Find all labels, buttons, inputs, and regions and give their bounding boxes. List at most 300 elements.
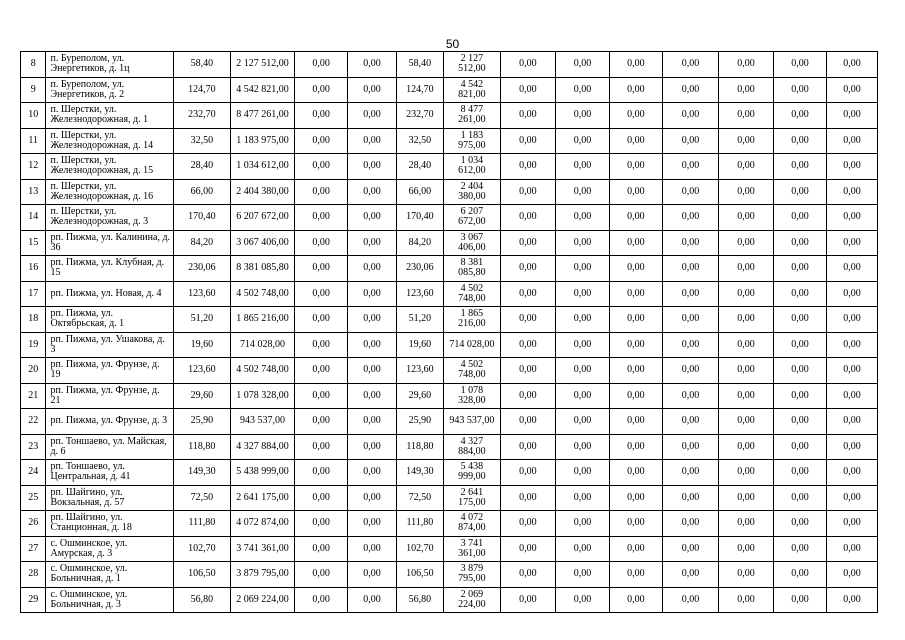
- cell-value: 0,00: [500, 230, 555, 256]
- cell-address: с. Ошминское, ул. Амурская, д. 3: [46, 536, 173, 562]
- cell-value: 0,00: [295, 587, 348, 613]
- cell-value: 0,00: [609, 281, 662, 307]
- cell-value: 0,00: [609, 154, 662, 180]
- cell-row-number: 25: [21, 485, 46, 511]
- cell-value: 0,00: [555, 332, 609, 358]
- cell-value: 0,00: [662, 205, 718, 231]
- cell-value: 0,00: [718, 307, 773, 333]
- cell-cost: 2 127 512,00: [230, 52, 294, 78]
- cell-cost: 1 865 216,00: [230, 307, 294, 333]
- cell-cost: 2 641 175,00: [230, 485, 294, 511]
- cell-area: 58,40: [173, 52, 230, 78]
- cell-value: 0,00: [773, 562, 826, 588]
- cell-value: 0,00: [826, 154, 877, 180]
- cell-value: 0,00: [609, 562, 662, 588]
- cell-value: 0,00: [718, 77, 773, 103]
- cell-value: 0,00: [826, 230, 877, 256]
- cell-value: 0,00: [500, 562, 555, 588]
- cell-value: 0,00: [500, 485, 555, 511]
- cell-area-repeat: 25,90: [396, 409, 443, 435]
- cell-address: рп. Пижма, ул. Новая, д. 4: [46, 281, 173, 307]
- cell-address: рп. Пижма, ул. Ушакова, д. 3: [46, 332, 173, 358]
- cell-area: 123,60: [173, 358, 230, 384]
- cell-value: 0,00: [773, 230, 826, 256]
- cell-value: 0,00: [718, 383, 773, 409]
- cell-value: 0,00: [662, 230, 718, 256]
- cell-address: рп. Пижма, ул. Фрунзе, д. 21: [46, 383, 173, 409]
- cell-value: 0,00: [826, 205, 877, 231]
- cell-row-number: 13: [21, 179, 46, 205]
- table-row: [21, 587, 878, 613]
- cell-value: 0,00: [500, 460, 555, 486]
- cell-address: с. Ошминское, ул. Больничная, д. 3: [46, 587, 173, 613]
- cell-value: 0,00: [826, 256, 877, 282]
- cell-area: 102,70: [173, 536, 230, 562]
- cell-address: рп. Пижма, ул. Калинина, д. 36: [46, 230, 173, 256]
- cell-value: 0,00: [348, 154, 397, 180]
- cell-value: 0,00: [500, 511, 555, 537]
- cell-value: 0,00: [348, 485, 397, 511]
- cell-address: рп. Пижма, ул. Октябрьская, д. 1: [46, 307, 173, 333]
- cell-cost: 714 028,00: [230, 332, 294, 358]
- cell-value: 0,00: [555, 434, 609, 460]
- cell-area: 28,40: [173, 154, 230, 180]
- cell-row-number: 26: [21, 511, 46, 537]
- cell-value: 0,00: [718, 332, 773, 358]
- cell-value: 0,00: [555, 179, 609, 205]
- cell-row-number: 19: [21, 332, 46, 358]
- table-row: [21, 205, 878, 231]
- cell-area: 25,90: [173, 409, 230, 435]
- cell-row-number: 29: [21, 587, 46, 613]
- cell-value: 0,00: [662, 587, 718, 613]
- cell-cost-repeat: 2 404 380,00: [443, 179, 500, 205]
- cell-value: 0,00: [609, 128, 662, 154]
- cell-value: 0,00: [295, 281, 348, 307]
- cell-value: 0,00: [826, 332, 877, 358]
- cell-value: 0,00: [348, 281, 397, 307]
- cell-value: 0,00: [500, 307, 555, 333]
- cell-value: 0,00: [773, 256, 826, 282]
- cell-value: 0,00: [773, 485, 826, 511]
- cell-value: 0,00: [555, 587, 609, 613]
- cell-value: 0,00: [773, 434, 826, 460]
- cell-value: 0,00: [555, 77, 609, 103]
- table-row: [21, 128, 878, 154]
- cell-value: 0,00: [773, 358, 826, 384]
- cell-area: 66,00: [173, 179, 230, 205]
- cell-value: 0,00: [348, 307, 397, 333]
- cell-value: 0,00: [500, 281, 555, 307]
- cell-address: рп. Тоншаево, ул. Майская, д. 6: [46, 434, 173, 460]
- cell-area-repeat: 32,50: [396, 128, 443, 154]
- cell-value: 0,00: [773, 179, 826, 205]
- cell-area: 124,70: [173, 77, 230, 103]
- cell-value: 0,00: [662, 536, 718, 562]
- table-row: [21, 281, 878, 307]
- cell-cost-repeat: 6 207 672,00: [443, 205, 500, 231]
- cell-value: 0,00: [555, 383, 609, 409]
- table-row: [21, 179, 878, 205]
- cell-value: 0,00: [609, 383, 662, 409]
- table-row: [21, 77, 878, 103]
- cell-cost-repeat: 4 502 748,00: [443, 358, 500, 384]
- cell-row-number: 11: [21, 128, 46, 154]
- cell-cost: 1 034 612,00: [230, 154, 294, 180]
- cell-value: 0,00: [826, 52, 877, 78]
- cell-value: 0,00: [773, 77, 826, 103]
- cell-value: 0,00: [609, 536, 662, 562]
- cell-cost-repeat: 4 502 748,00: [443, 281, 500, 307]
- cell-address: п. Шерстки, ул. Железнодорожная, д. 15: [46, 154, 173, 180]
- cell-value: 0,00: [718, 154, 773, 180]
- cell-value: 0,00: [348, 256, 397, 282]
- cell-cost-repeat: 4 542 821,00: [443, 77, 500, 103]
- cell-value: 0,00: [826, 383, 877, 409]
- cell-area-repeat: 51,20: [396, 307, 443, 333]
- cell-area-repeat: 123,60: [396, 281, 443, 307]
- cell-value: 0,00: [500, 205, 555, 231]
- cell-value: 0,00: [662, 52, 718, 78]
- cell-value: 0,00: [826, 307, 877, 333]
- cell-area-repeat: 28,40: [396, 154, 443, 180]
- cell-value: 0,00: [718, 52, 773, 78]
- cell-value: 0,00: [348, 460, 397, 486]
- cell-value: 0,00: [773, 511, 826, 537]
- cell-cost: 5 438 999,00: [230, 460, 294, 486]
- cell-value: 0,00: [295, 103, 348, 129]
- cell-value: 0,00: [609, 511, 662, 537]
- table-row: [21, 256, 878, 282]
- cell-value: 0,00: [662, 281, 718, 307]
- page-number: 50: [445, 37, 460, 51]
- cell-value: 0,00: [826, 281, 877, 307]
- cell-value: 0,00: [662, 562, 718, 588]
- cell-value: 0,00: [500, 536, 555, 562]
- cell-value: 0,00: [295, 409, 348, 435]
- cell-value: 0,00: [773, 205, 826, 231]
- cell-value: 0,00: [555, 128, 609, 154]
- cell-value: 0,00: [500, 154, 555, 180]
- cell-value: 0,00: [826, 103, 877, 129]
- cell-area-repeat: 111,80: [396, 511, 443, 537]
- cell-value: 0,00: [662, 179, 718, 205]
- cell-cost: 2 069 224,00: [230, 587, 294, 613]
- cell-value: 0,00: [773, 128, 826, 154]
- cell-value: 0,00: [718, 256, 773, 282]
- cell-value: 0,00: [295, 460, 348, 486]
- table-row: [21, 562, 878, 588]
- table-row: [21, 460, 878, 486]
- cell-area: 56,80: [173, 587, 230, 613]
- cell-value: 0,00: [662, 128, 718, 154]
- cell-value: 0,00: [500, 587, 555, 613]
- cell-area-repeat: 118,80: [396, 434, 443, 460]
- cell-value: 0,00: [348, 562, 397, 588]
- cell-row-number: 10: [21, 103, 46, 129]
- cell-value: 0,00: [555, 485, 609, 511]
- cell-value: 0,00: [718, 562, 773, 588]
- cell-value: 0,00: [773, 536, 826, 562]
- cell-value: 0,00: [662, 409, 718, 435]
- cell-area-repeat: 149,30: [396, 460, 443, 486]
- cell-area-repeat: 230,06: [396, 256, 443, 282]
- cell-value: 0,00: [348, 332, 397, 358]
- cell-value: 0,00: [662, 103, 718, 129]
- cell-value: 0,00: [662, 383, 718, 409]
- cell-value: 0,00: [348, 52, 397, 78]
- cell-cost: 1 183 975,00: [230, 128, 294, 154]
- cell-value: 0,00: [609, 230, 662, 256]
- cell-value: 0,00: [662, 485, 718, 511]
- cell-value: 0,00: [773, 307, 826, 333]
- cell-area-repeat: 56,80: [396, 587, 443, 613]
- cell-value: 0,00: [718, 179, 773, 205]
- cell-cost: 4 327 884,00: [230, 434, 294, 460]
- cell-value: 0,00: [500, 256, 555, 282]
- cell-area: 149,30: [173, 460, 230, 486]
- cell-value: 0,00: [718, 536, 773, 562]
- cell-value: 0,00: [826, 179, 877, 205]
- cell-value: 0,00: [555, 460, 609, 486]
- cell-area: 170,40: [173, 205, 230, 231]
- cell-value: 0,00: [555, 511, 609, 537]
- cell-cost-repeat: 8 381 085,80: [443, 256, 500, 282]
- cell-value: 0,00: [295, 307, 348, 333]
- cell-value: 0,00: [295, 332, 348, 358]
- cell-value: 0,00: [295, 562, 348, 588]
- cell-area-repeat: 123,60: [396, 358, 443, 384]
- cell-value: 0,00: [826, 460, 877, 486]
- cell-cost: 8 381 085,80: [230, 256, 294, 282]
- cell-cost: 3 067 406,00: [230, 230, 294, 256]
- cell-value: 0,00: [662, 460, 718, 486]
- cell-value: 0,00: [555, 103, 609, 129]
- cell-value: 0,00: [773, 460, 826, 486]
- cell-row-number: 28: [21, 562, 46, 588]
- cell-value: 0,00: [718, 128, 773, 154]
- cell-value: 0,00: [295, 77, 348, 103]
- cell-address: рп. Шайгино, ул. Вокзальная, д. 57: [46, 485, 173, 511]
- cell-address: п. Шерстки, ул. Железнодорожная, д. 1: [46, 103, 173, 129]
- cell-value: 0,00: [609, 77, 662, 103]
- cell-address: п. Шерстки, ул. Железнодорожная, д. 14: [46, 128, 173, 154]
- cell-area: 106,50: [173, 562, 230, 588]
- table-row: [21, 52, 878, 78]
- cell-cost-repeat: 1 034 612,00: [443, 154, 500, 180]
- cell-cost: 943 537,00: [230, 409, 294, 435]
- cell-cost-repeat: 3 067 406,00: [443, 230, 500, 256]
- table-row: [21, 511, 878, 537]
- cell-cost-repeat: 4 072 874,00: [443, 511, 500, 537]
- cell-row-number: 17: [21, 281, 46, 307]
- cell-address: рп. Шайгино, ул. Станционная, д. 18: [46, 511, 173, 537]
- cell-value: 0,00: [609, 256, 662, 282]
- table-row: [21, 434, 878, 460]
- cell-value: 0,00: [662, 434, 718, 460]
- cell-value: 0,00: [348, 409, 397, 435]
- cell-value: 0,00: [826, 587, 877, 613]
- cell-address: рп. Пижма, ул. Фрунзе, д. 19: [46, 358, 173, 384]
- cell-value: 0,00: [348, 536, 397, 562]
- cell-value: 0,00: [348, 511, 397, 537]
- table-row: [21, 230, 878, 256]
- cell-value: 0,00: [718, 587, 773, 613]
- cell-value: 0,00: [718, 358, 773, 384]
- cell-value: 0,00: [662, 332, 718, 358]
- cell-area-repeat: 29,60: [396, 383, 443, 409]
- cell-area: 232,70: [173, 103, 230, 129]
- cell-value: 0,00: [348, 587, 397, 613]
- table-body: [21, 52, 878, 613]
- cell-value: 0,00: [609, 307, 662, 333]
- cell-address: рп. Тоншаево, ул. Центральная, д. 41: [46, 460, 173, 486]
- cell-row-number: 14: [21, 205, 46, 231]
- cell-value: 0,00: [826, 77, 877, 103]
- cell-area-repeat: 19,60: [396, 332, 443, 358]
- cell-cost-repeat: 2 641 175,00: [443, 485, 500, 511]
- cell-area-repeat: 106,50: [396, 562, 443, 588]
- cell-value: 0,00: [500, 358, 555, 384]
- cell-value: 0,00: [826, 128, 877, 154]
- cell-value: 0,00: [609, 52, 662, 78]
- cell-cost-repeat: 8 477 261,00: [443, 103, 500, 129]
- cell-row-number: 8: [21, 52, 46, 78]
- cell-cost: 4 542 821,00: [230, 77, 294, 103]
- cell-value: 0,00: [718, 434, 773, 460]
- cell-area: 32,50: [173, 128, 230, 154]
- cell-value: 0,00: [826, 562, 877, 588]
- cell-cost: 3 879 795,00: [230, 562, 294, 588]
- cell-address: рп. Пижма, ул. Фрунзе, д. 3: [46, 409, 173, 435]
- table-row: [21, 383, 878, 409]
- cell-value: 0,00: [718, 511, 773, 537]
- cell-cost-repeat: 1 183 975,00: [443, 128, 500, 154]
- cell-value: 0,00: [295, 511, 348, 537]
- cell-value: 0,00: [662, 77, 718, 103]
- cell-address: п. Буреполом, ул. Энергетиков, д. 1ц: [46, 52, 173, 78]
- cell-cost-repeat: 3 879 795,00: [443, 562, 500, 588]
- cell-value: 0,00: [555, 205, 609, 231]
- cell-value: 0,00: [609, 434, 662, 460]
- cell-address: с. Ошминское, ул. Больничная, д. 1: [46, 562, 173, 588]
- cell-cost-repeat: 4 327 884,00: [443, 434, 500, 460]
- cell-value: 0,00: [773, 383, 826, 409]
- cell-value: 0,00: [773, 52, 826, 78]
- cell-value: 0,00: [609, 358, 662, 384]
- cell-value: 0,00: [348, 103, 397, 129]
- cell-value: 0,00: [500, 409, 555, 435]
- cell-cost: 4 502 748,00: [230, 358, 294, 384]
- cell-value: 0,00: [500, 179, 555, 205]
- cell-area-repeat: 84,20: [396, 230, 443, 256]
- cell-value: 0,00: [295, 154, 348, 180]
- cell-address: п. Буреполом, ул. Энергетиков, д. 2: [46, 77, 173, 103]
- cell-value: 0,00: [500, 103, 555, 129]
- cell-cost-repeat: 714 028,00: [443, 332, 500, 358]
- cell-value: 0,00: [826, 485, 877, 511]
- cell-value: 0,00: [295, 52, 348, 78]
- housing-table: [20, 51, 878, 613]
- cell-value: 0,00: [295, 434, 348, 460]
- cell-cost-repeat: 1 865 216,00: [443, 307, 500, 333]
- cell-value: 0,00: [555, 52, 609, 78]
- cell-value: 0,00: [295, 358, 348, 384]
- cell-value: 0,00: [718, 205, 773, 231]
- cell-row-number: 12: [21, 154, 46, 180]
- cell-value: 0,00: [609, 409, 662, 435]
- cell-area: 111,80: [173, 511, 230, 537]
- cell-value: 0,00: [826, 511, 877, 537]
- cell-value: 0,00: [826, 409, 877, 435]
- cell-value: 0,00: [718, 485, 773, 511]
- cell-value: 0,00: [555, 281, 609, 307]
- cell-value: 0,00: [500, 52, 555, 78]
- cell-address: п. Шерстки, ул. Железнодорожная, д. 16: [46, 179, 173, 205]
- cell-value: 0,00: [609, 587, 662, 613]
- cell-value: 0,00: [500, 383, 555, 409]
- cell-value: 0,00: [500, 332, 555, 358]
- cell-value: 0,00: [662, 256, 718, 282]
- cell-value: 0,00: [609, 103, 662, 129]
- cell-value: 0,00: [718, 103, 773, 129]
- cell-value: 0,00: [295, 256, 348, 282]
- table-row: [21, 332, 878, 358]
- cell-value: 0,00: [348, 77, 397, 103]
- cell-value: 0,00: [348, 358, 397, 384]
- cell-cost-repeat: 2 069 224,00: [443, 587, 500, 613]
- cell-value: 0,00: [500, 77, 555, 103]
- cell-value: 0,00: [295, 485, 348, 511]
- cell-value: 0,00: [609, 179, 662, 205]
- cell-value: 0,00: [555, 307, 609, 333]
- cell-row-number: 18: [21, 307, 46, 333]
- cell-value: 0,00: [555, 536, 609, 562]
- cell-row-number: 24: [21, 460, 46, 486]
- table-row: [21, 485, 878, 511]
- cell-row-number: 27: [21, 536, 46, 562]
- cell-value: 0,00: [295, 230, 348, 256]
- cell-cost: 6 207 672,00: [230, 205, 294, 231]
- cell-value: 0,00: [718, 281, 773, 307]
- cell-value: 0,00: [773, 332, 826, 358]
- cell-area-repeat: 232,70: [396, 103, 443, 129]
- cell-row-number: 15: [21, 230, 46, 256]
- cell-value: 0,00: [500, 128, 555, 154]
- cell-cost: 2 404 380,00: [230, 179, 294, 205]
- cell-address: п. Шерстки, ул. Железнодорожная, д. 3: [46, 205, 173, 231]
- cell-area-repeat: 124,70: [396, 77, 443, 103]
- cell-cost: 8 477 261,00: [230, 103, 294, 129]
- cell-value: 0,00: [295, 179, 348, 205]
- cell-value: 0,00: [500, 434, 555, 460]
- cell-value: 0,00: [718, 230, 773, 256]
- cell-row-number: 22: [21, 409, 46, 435]
- cell-value: 0,00: [609, 485, 662, 511]
- cell-value: 0,00: [295, 536, 348, 562]
- cell-value: 0,00: [348, 230, 397, 256]
- cell-value: 0,00: [773, 409, 826, 435]
- cell-value: 0,00: [609, 205, 662, 231]
- cell-area-repeat: 66,00: [396, 179, 443, 205]
- cell-value: 0,00: [662, 358, 718, 384]
- cell-cost-repeat: 2 127 512,00: [443, 52, 500, 78]
- cell-value: 0,00: [555, 409, 609, 435]
- cell-value: 0,00: [662, 154, 718, 180]
- cell-cost: 4 072 874,00: [230, 511, 294, 537]
- cell-area: 72,50: [173, 485, 230, 511]
- cell-area: 123,60: [173, 281, 230, 307]
